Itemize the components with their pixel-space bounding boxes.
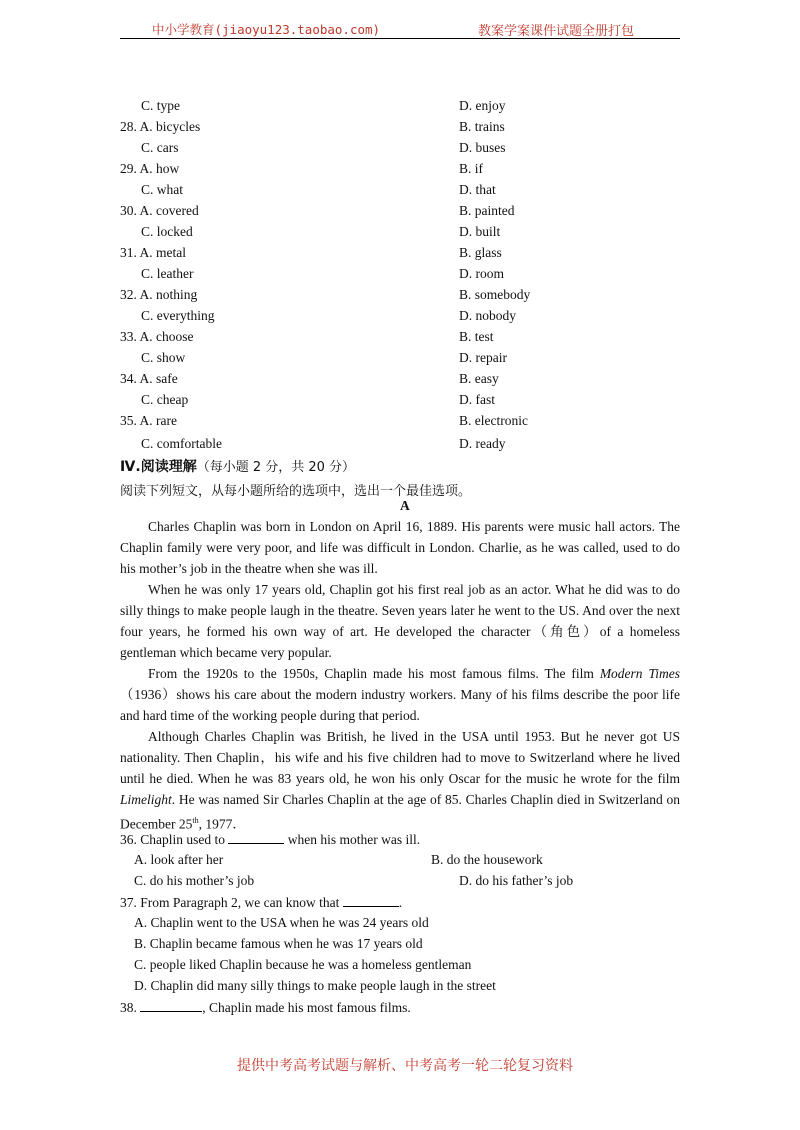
answer-blank [140,999,202,1012]
option-right: D. ready [459,436,506,451]
answer-blank [343,894,399,907]
passage-paragraph-2: When he was only 17 years old, Chaplin got his first real job as an actor. What he did was to do silly things to make people laugh in the theatre. Seven years later he went to the US. And over the next four years, he formed his own way of art. He developed the character（角色）of a homeless gentleman which became very popular. [120,582,680,660]
section-heading [120,456,355,476]
option-left: C. everything [141,308,215,323]
section-score-note: （每小题 2 分，共 20 分） [196,460,356,475]
option-left: 33. A. choose [120,329,194,344]
passage-paragraph-1: Charles Chaplin was born in London on April 16, 1889. His parents were music hall actors. The Chaplin family were very poor, and life was difficult in London. Charlie, as he was called, used to do his mother’s job in the theatre when she was ill. [120,519,680,576]
option-right: B. trains [459,119,505,134]
q37-option-a: A. Chaplin went to the USA when he was 24 years old [134,915,429,930]
p4-superscript: th [192,816,199,825]
option-left: C. what [141,182,183,197]
question-37 [120,894,402,911]
option-left: C. show [141,350,186,365]
p4-text-a: Although Charles Chaplin was British, he lived in the USA until 1953. But he never got US nationality. Then Chaplin，his wife and his five children had to move to Switzerland where he lived until he died. When he was 83 years old, he won his only Oscar for the music he wrote for the film [120,729,680,786]
footer-promo: 提供中考高考试题与解析、中考高考一轮二轮复习资料 [237,1058,573,1074]
header-tagline: 教案学案课件试题全册打包 [478,23,635,38]
q37-stem-b: . [398,895,403,910]
film-title-modern-times: Modern Times [599,666,680,681]
p4-text-b: . He was named Sir Charles Chaplin at the age of 85. Charles Chaplin died in Switzerland on December 25 [120,792,680,832]
option-left: 32. A. nothing [120,287,198,302]
q36-option-b: B. do the housework [431,852,543,867]
option-right: D. buses [459,140,506,155]
answer-blank [228,831,284,844]
question-36 [120,831,420,848]
header-rule [120,38,680,39]
option-right: D. enjoy [459,98,506,113]
option-right: D. fast [459,392,495,407]
option-left: C. comfortable [141,436,222,451]
option-left: 35. A. rare [120,413,177,428]
option-left: 31. A. metal [120,245,186,260]
q36-stem-a: 36. Chaplin used to [120,832,229,847]
option-left: C. type [141,98,180,113]
passage-paragraph-4 [120,726,680,835]
option-left: 28. A. bicycles [120,119,201,134]
option-right: D. built [459,224,501,239]
q38-stem-a: 38. [120,1000,141,1015]
option-left: 29. A. how [120,161,180,176]
option-right: B. somebody [459,287,531,302]
header-source: 中小学教育(jiaoyu123.taobao.com) [152,22,381,37]
option-left: C. locked [141,224,193,239]
option-right: D. nobody [459,308,516,323]
option-left: C. leather [141,266,194,281]
p3-text-a: From the 1920s to the 1950s, Chaplin made his most famous films. The film [148,666,600,681]
option-right: B. easy [459,371,499,386]
passage-paragraph-3 [120,663,680,726]
option-right: D. repair [459,350,507,365]
q36-option-c: C. do his mother’s job [134,873,255,888]
option-right: D. that [459,182,496,197]
option-left: C. cars [141,140,179,155]
section-instruction: 阅读下列短文，从每小题所给的选项中，选出一个最佳选项。 [120,484,472,499]
q37-option-d: D. Chaplin did many silly things to make people laugh in the street [134,978,496,993]
p4-text-c: , 1977． [198,816,246,832]
q37-option-b: B. Chaplin became famous when he was 17 years old [134,936,423,951]
option-left: 30. A. covered [120,203,199,218]
option-right: B. painted [459,203,515,218]
option-left: C. cheap [141,392,189,407]
section-title: Ⅳ.阅读理解 [120,459,197,475]
passage-label: A [400,498,410,513]
q38-stem-b: , Chaplin made his most famous films. [202,1000,411,1015]
option-right: B. if [459,161,484,176]
option-right: D. room [459,266,504,281]
question-38 [120,999,411,1016]
q37-option-c: C. people liked Chaplin because he was a homeless gentleman [134,957,472,972]
q36-stem-b: when his mother was ill. [284,832,421,847]
option-right: B. test [459,329,494,344]
q36-option-a: A. look after her [134,852,224,867]
option-right: B. glass [459,245,502,260]
p3-text-b: （1936）shows his care about the modern industry workers. Many of his films describe the poor life and hard time of the working people during that period. [120,687,680,723]
option-right: B. electronic [459,413,528,428]
option-left: 34. A. safe [120,371,178,386]
q37-stem-a: 37. From Paragraph 2, we can know that [120,895,343,910]
q36-option-d: D. do his father’s job [459,873,574,888]
film-title-limelight: Limelight [120,792,172,807]
